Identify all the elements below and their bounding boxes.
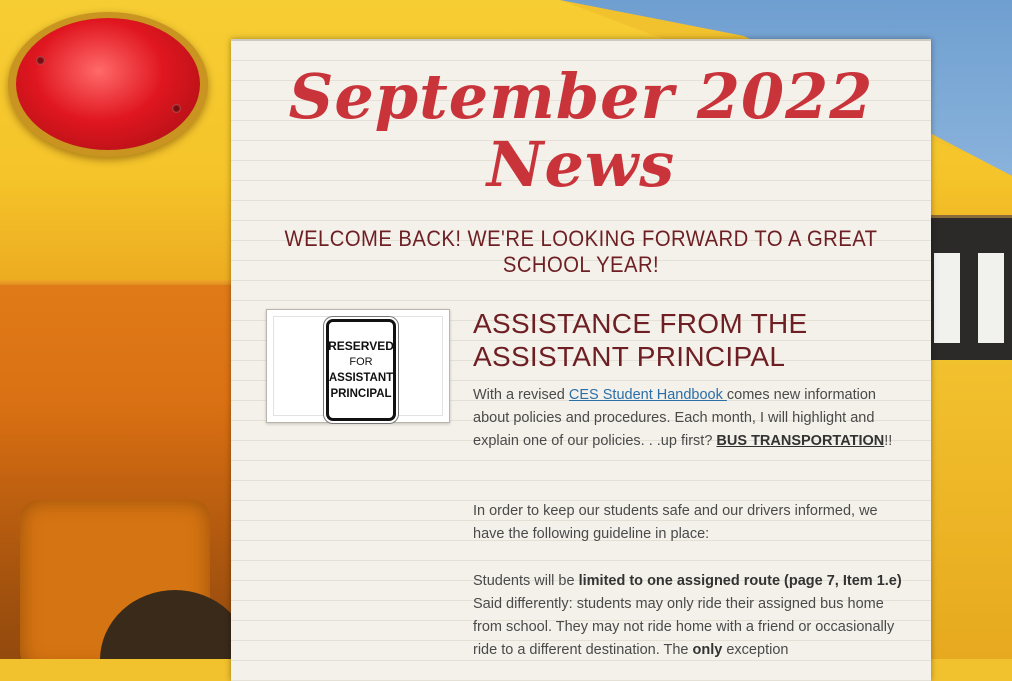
- text: comes new information about policies and procedures. Each month, I will highlight and explain one of our policies. . .up first?: [473, 387, 876, 449]
- sign-text-line: FOR: [349, 356, 373, 368]
- welcome-subtitle: WELCOME BACK! WE'RE LOOKING FORWARD TO A GREAT SCHOOL YEAR!: [284, 226, 878, 277]
- sign-text-line: PRINCIPAL: [330, 388, 392, 400]
- taillight-bolt: [172, 104, 181, 113]
- section-heading: ASSISTANCE FROM THE ASSISTANT PRINCIPAL: [473, 308, 808, 372]
- sign-letter-shape: [978, 253, 1004, 343]
- sign-text-line: ASSISTANT: [328, 372, 394, 384]
- text: With a revised: [473, 387, 569, 403]
- bus-body-right: [930, 360, 1012, 659]
- text: !!: [884, 433, 893, 449]
- title-line-1: September 2022: [288, 60, 874, 133]
- bus-sign-strip: [930, 215, 1012, 368]
- taillight: [16, 18, 200, 150]
- paragraph-guideline: In order to keep our students safe and our drivers informed, we have the following guideline in place:: [473, 503, 878, 542]
- bus-transportation-emphasis: BUS TRANSPORTATION: [716, 433, 885, 449]
- taillight-bolt: [36, 56, 45, 65]
- sign-letter-shape: [934, 253, 960, 343]
- paragraph-rule: [473, 570, 903, 662]
- text: Students will be: [473, 573, 579, 589]
- paragraph-intro: [473, 384, 903, 453]
- sign-text-line: RESERVED: [328, 339, 394, 353]
- text: Said differently: students may only ride their assigned bus home from school. They may not ride home with a friend or occasionally ride to a different destination. The: [473, 596, 895, 658]
- section-body: [473, 384, 903, 662]
- newsletter-card: [231, 39, 931, 681]
- title-line-2: News: [486, 128, 676, 201]
- section-image: [266, 309, 450, 423]
- only-emphasis: only: [692, 642, 723, 658]
- text: exception: [722, 642, 789, 658]
- newsletter-title: [231, 60, 931, 201]
- image-inner: [273, 316, 443, 416]
- rule-emphasis: limited to one assigned route (page 7, Item 1.e): [578, 573, 902, 589]
- reserved-parking-sign: [326, 319, 396, 421]
- handbook-link[interactable]: CES Student Handbook: [568, 387, 727, 403]
